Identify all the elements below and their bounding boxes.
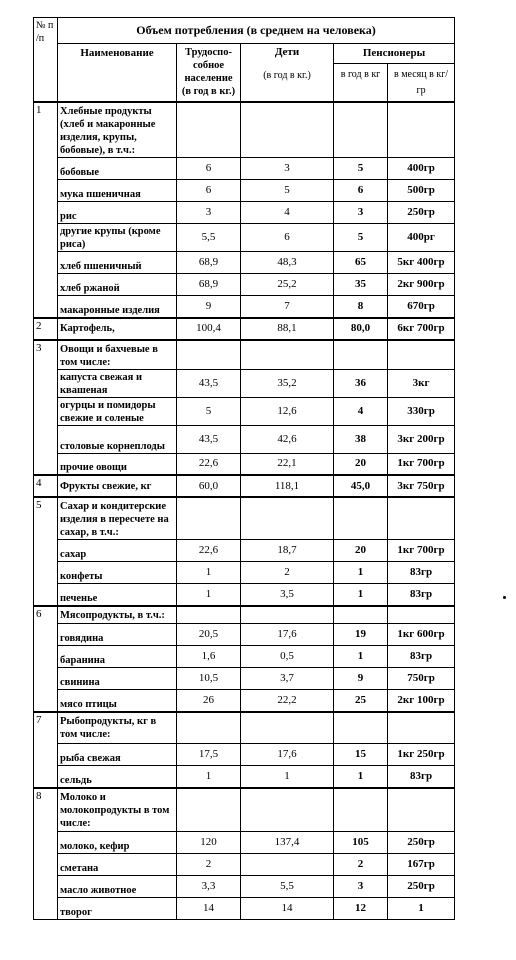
col-no-header: № п /п <box>34 18 58 102</box>
cell-children <box>241 606 334 624</box>
row-name: рис <box>58 202 177 224</box>
cell-children: 18,7 <box>241 540 334 562</box>
category-title: Мясопродукты, в т.ч.: <box>58 606 177 624</box>
cell-pens-month: 500гр <box>388 180 455 202</box>
cell-pens-year: 1 <box>334 584 388 606</box>
cell-working: 3 <box>177 202 241 224</box>
cell-working: 14 <box>177 898 241 920</box>
table-row <box>34 584 455 606</box>
cell-children: 118,1 <box>241 475 334 497</box>
cell-working: 9 <box>177 296 241 318</box>
cell-working: 68,9 <box>177 274 241 296</box>
cell-working: 1 <box>177 766 241 788</box>
table-row <box>34 898 455 920</box>
col-pensioners-header: Пенсионеры <box>334 44 455 64</box>
cell-pens-month: 167гр <box>388 854 455 876</box>
stray-mark <box>503 596 506 599</box>
cell-children: 14 <box>241 898 334 920</box>
row-number: 3 <box>34 340 58 476</box>
cell-children: 4 <box>241 202 334 224</box>
cell-children: 42,6 <box>241 425 334 453</box>
cell-working: 60,0 <box>177 475 241 497</box>
table-row <box>34 562 455 584</box>
table-row <box>34 296 455 318</box>
cell-pens-year: 1 <box>334 766 388 788</box>
col-pens-year-header: в год в кг <box>334 64 388 102</box>
cell-pens-year <box>334 788 388 832</box>
row-name: сахар <box>58 540 177 562</box>
cell-working: 1,6 <box>177 646 241 668</box>
row-name: сельдь <box>58 766 177 788</box>
table-row <box>34 397 455 425</box>
cell-pens-year: 2 <box>334 854 388 876</box>
cell-pens-year: 19 <box>334 624 388 646</box>
cell-pens-month <box>388 788 455 832</box>
row-number: 8 <box>34 788 58 920</box>
table-row <box>34 832 455 854</box>
cell-children: 3 <box>241 158 334 180</box>
row-name: печенье <box>58 584 177 606</box>
cell-pens-month: 2кг 100гр <box>388 690 455 712</box>
row-name: Фрукты свежие, кг <box>58 475 177 497</box>
cell-pens-year: 8 <box>334 296 388 318</box>
row-name: рыба свежая <box>58 744 177 766</box>
cell-working: 68,9 <box>177 252 241 274</box>
cell-working: 20,5 <box>177 624 241 646</box>
consumption-table <box>33 17 455 920</box>
cell-pens-year: 3 <box>334 876 388 898</box>
col-working-header: Трудоспо-собное население (в год в кг.) <box>177 44 241 102</box>
table-row <box>34 646 455 668</box>
table-row <box>34 318 455 340</box>
cell-working: 26 <box>177 690 241 712</box>
table-body <box>34 102 455 920</box>
cell-pens-month: 83гр <box>388 766 455 788</box>
cell-pens-month: 1кг 600гр <box>388 624 455 646</box>
row-name: творог <box>58 898 177 920</box>
cell-pens-month: 400рг <box>388 224 455 252</box>
cell-children: 6 <box>241 224 334 252</box>
row-name: Картофель, <box>58 318 177 340</box>
table-row <box>34 252 455 274</box>
col-pens-month-header: в месяц в кг/гр <box>388 64 455 102</box>
cell-pens-year: 6 <box>334 180 388 202</box>
row-number: 6 <box>34 606 58 712</box>
cell-working: 43,5 <box>177 425 241 453</box>
cell-working: 43,5 <box>177 369 241 397</box>
cell-pens-month: 250гр <box>388 202 455 224</box>
cell-pens-year: 5 <box>334 224 388 252</box>
cell-pens-month: 2кг 900гр <box>388 274 455 296</box>
cell-pens-month <box>388 340 455 370</box>
cell-pens-month: 330гр <box>388 397 455 425</box>
cell-children <box>241 854 334 876</box>
table-row <box>34 475 455 497</box>
table-row <box>34 224 455 252</box>
cell-children: 5,5 <box>241 876 334 898</box>
cell-working: 3,3 <box>177 876 241 898</box>
cell-children: 5 <box>241 180 334 202</box>
cell-pens-year <box>334 712 388 744</box>
category-title: Овощи и бахчевые в том числе: <box>58 340 177 370</box>
cell-working <box>177 712 241 744</box>
cell-pens-month: 1кг 250гр <box>388 744 455 766</box>
col-children-header <box>241 44 334 102</box>
category-title: Молоко и молокопродукты в том числе: <box>58 788 177 832</box>
category-row <box>34 340 455 370</box>
col-children-label: Дети <box>274 46 300 58</box>
row-number: 4 <box>34 475 58 497</box>
row-number: 2 <box>34 318 58 340</box>
row-number: 7 <box>34 712 58 788</box>
row-name: капуста свежая и квашеная <box>58 369 177 397</box>
category-title: Хлебные продукты (хлеб и макаронные изделия, крупы, бобовые), в т.ч.: <box>58 102 177 158</box>
row-name: бобовые <box>58 158 177 180</box>
cell-pens-year: 65 <box>334 252 388 274</box>
col-name-header: Наименование <box>58 44 177 102</box>
row-name: мука пшеничная <box>58 180 177 202</box>
table-row <box>34 668 455 690</box>
row-name: хлеб ржаной <box>58 274 177 296</box>
cell-children: 2 <box>241 562 334 584</box>
cell-pens-year <box>334 340 388 370</box>
row-name: свинина <box>58 668 177 690</box>
row-name: конфеты <box>58 562 177 584</box>
cell-children: 3,5 <box>241 584 334 606</box>
row-name: масло животное <box>58 876 177 898</box>
cell-pens-year: 25 <box>334 690 388 712</box>
cell-working: 10,5 <box>177 668 241 690</box>
row-name: другие крупы (кроме риса) <box>58 224 177 252</box>
row-number: 1 <box>34 102 58 318</box>
table-row <box>34 624 455 646</box>
cell-pens-year: 45,0 <box>334 475 388 497</box>
row-name: молоко, кефир <box>58 832 177 854</box>
cell-children: 22,2 <box>241 690 334 712</box>
cell-pens-year: 5 <box>334 158 388 180</box>
cell-pens-year: 9 <box>334 668 388 690</box>
cell-working: 5 <box>177 397 241 425</box>
cell-pens-month <box>388 102 455 158</box>
cell-children: 3,7 <box>241 668 334 690</box>
cell-pens-year: 12 <box>334 898 388 920</box>
cell-children <box>241 497 334 540</box>
row-name: говядина <box>58 624 177 646</box>
cell-pens-year: 35 <box>334 274 388 296</box>
table-row <box>34 690 455 712</box>
table-row <box>34 425 455 453</box>
table-row <box>34 876 455 898</box>
col-children-sub: (в год в кг.) <box>263 70 311 81</box>
table-row <box>34 854 455 876</box>
cell-pens-month: 250гр <box>388 832 455 854</box>
category-row <box>34 102 455 158</box>
cell-working: 6 <box>177 180 241 202</box>
cell-pens-year: 20 <box>334 453 388 475</box>
table-row <box>34 453 455 475</box>
cell-pens-month: 400гр <box>388 158 455 180</box>
cell-pens-month: 1 <box>388 898 455 920</box>
row-name: хлеб пшеничный <box>58 252 177 274</box>
row-name: прочие овощи <box>58 453 177 475</box>
cell-children <box>241 340 334 370</box>
row-name: сметана <box>58 854 177 876</box>
cell-working: 22,6 <box>177 453 241 475</box>
cell-children: 137,4 <box>241 832 334 854</box>
cell-children: 0,5 <box>241 646 334 668</box>
cell-pens-year: 1 <box>334 562 388 584</box>
table-row <box>34 744 455 766</box>
cell-working: 120 <box>177 832 241 854</box>
table-row <box>34 180 455 202</box>
cell-children: 88,1 <box>241 318 334 340</box>
cell-pens-year <box>334 102 388 158</box>
row-name: баранина <box>58 646 177 668</box>
cell-children: 17,6 <box>241 744 334 766</box>
table-row <box>34 158 455 180</box>
cell-working: 22,6 <box>177 540 241 562</box>
table-row <box>34 369 455 397</box>
cell-pens-year <box>334 497 388 540</box>
category-title: Сахар и кондитерские изделия в пересчете на сахар, в т.ч.: <box>58 497 177 540</box>
cell-pens-year: 105 <box>334 832 388 854</box>
category-row <box>34 497 455 540</box>
cell-pens-month: 6кг 700гр <box>388 318 455 340</box>
cell-working <box>177 606 241 624</box>
cell-working <box>177 788 241 832</box>
category-row <box>34 788 455 832</box>
cell-pens-month: 83гр <box>388 562 455 584</box>
cell-pens-month: 3кг <box>388 369 455 397</box>
cell-working <box>177 497 241 540</box>
row-number: 5 <box>34 497 58 606</box>
cell-pens-month: 83гр <box>388 584 455 606</box>
cell-children: 22,1 <box>241 453 334 475</box>
category-row <box>34 606 455 624</box>
cell-children: 12,6 <box>241 397 334 425</box>
table-row <box>34 540 455 562</box>
cell-pens-month: 3кг 750гр <box>388 475 455 497</box>
cell-pens-month: 670гр <box>388 296 455 318</box>
cell-working: 17,5 <box>177 744 241 766</box>
cell-children <box>241 712 334 744</box>
cell-pens-year: 1 <box>334 646 388 668</box>
cell-pens-year <box>334 606 388 624</box>
row-name: столовые корнеплоды <box>58 425 177 453</box>
table-row <box>34 274 455 296</box>
cell-pens-month: 5кг 400гр <box>388 252 455 274</box>
cell-pens-month <box>388 712 455 744</box>
table-row <box>34 202 455 224</box>
cell-pens-year: 80,0 <box>334 318 388 340</box>
cell-pens-month: 83гр <box>388 646 455 668</box>
cell-working: 5,5 <box>177 224 241 252</box>
cell-children: 7 <box>241 296 334 318</box>
cell-pens-month: 250гр <box>388 876 455 898</box>
category-title: Рыбопродукты, кг в том числе: <box>58 712 177 744</box>
cell-pens-month: 3кг 200гр <box>388 425 455 453</box>
cell-pens-month <box>388 497 455 540</box>
cell-pens-year: 20 <box>334 540 388 562</box>
cell-working <box>177 340 241 370</box>
cell-pens-month: 750гр <box>388 668 455 690</box>
row-name: мясо птицы <box>58 690 177 712</box>
cell-pens-year: 15 <box>334 744 388 766</box>
cell-working: 2 <box>177 854 241 876</box>
cell-children: 25,2 <box>241 274 334 296</box>
cell-working: 1 <box>177 562 241 584</box>
cell-working: 6 <box>177 158 241 180</box>
cell-working: 1 <box>177 584 241 606</box>
cell-children <box>241 102 334 158</box>
row-name: макаронные изделия <box>58 296 177 318</box>
category-row <box>34 712 455 744</box>
cell-pens-year: 38 <box>334 425 388 453</box>
cell-pens-month: 1кг 700гр <box>388 540 455 562</box>
cell-working: 100,4 <box>177 318 241 340</box>
table-title: Объем потребления (в среднем на человека) <box>58 18 455 44</box>
cell-children: 17,6 <box>241 624 334 646</box>
cell-pens-month <box>388 606 455 624</box>
cell-pens-month: 1кг 700гр <box>388 453 455 475</box>
row-name: огурцы и помидоры свежие и соленые <box>58 397 177 425</box>
cell-pens-year: 36 <box>334 369 388 397</box>
cell-pens-year: 4 <box>334 397 388 425</box>
cell-children: 48,3 <box>241 252 334 274</box>
cell-working <box>177 102 241 158</box>
cell-children: 1 <box>241 766 334 788</box>
cell-pens-year: 3 <box>334 202 388 224</box>
table-row <box>34 766 455 788</box>
cell-children: 35,2 <box>241 369 334 397</box>
cell-children <box>241 788 334 832</box>
